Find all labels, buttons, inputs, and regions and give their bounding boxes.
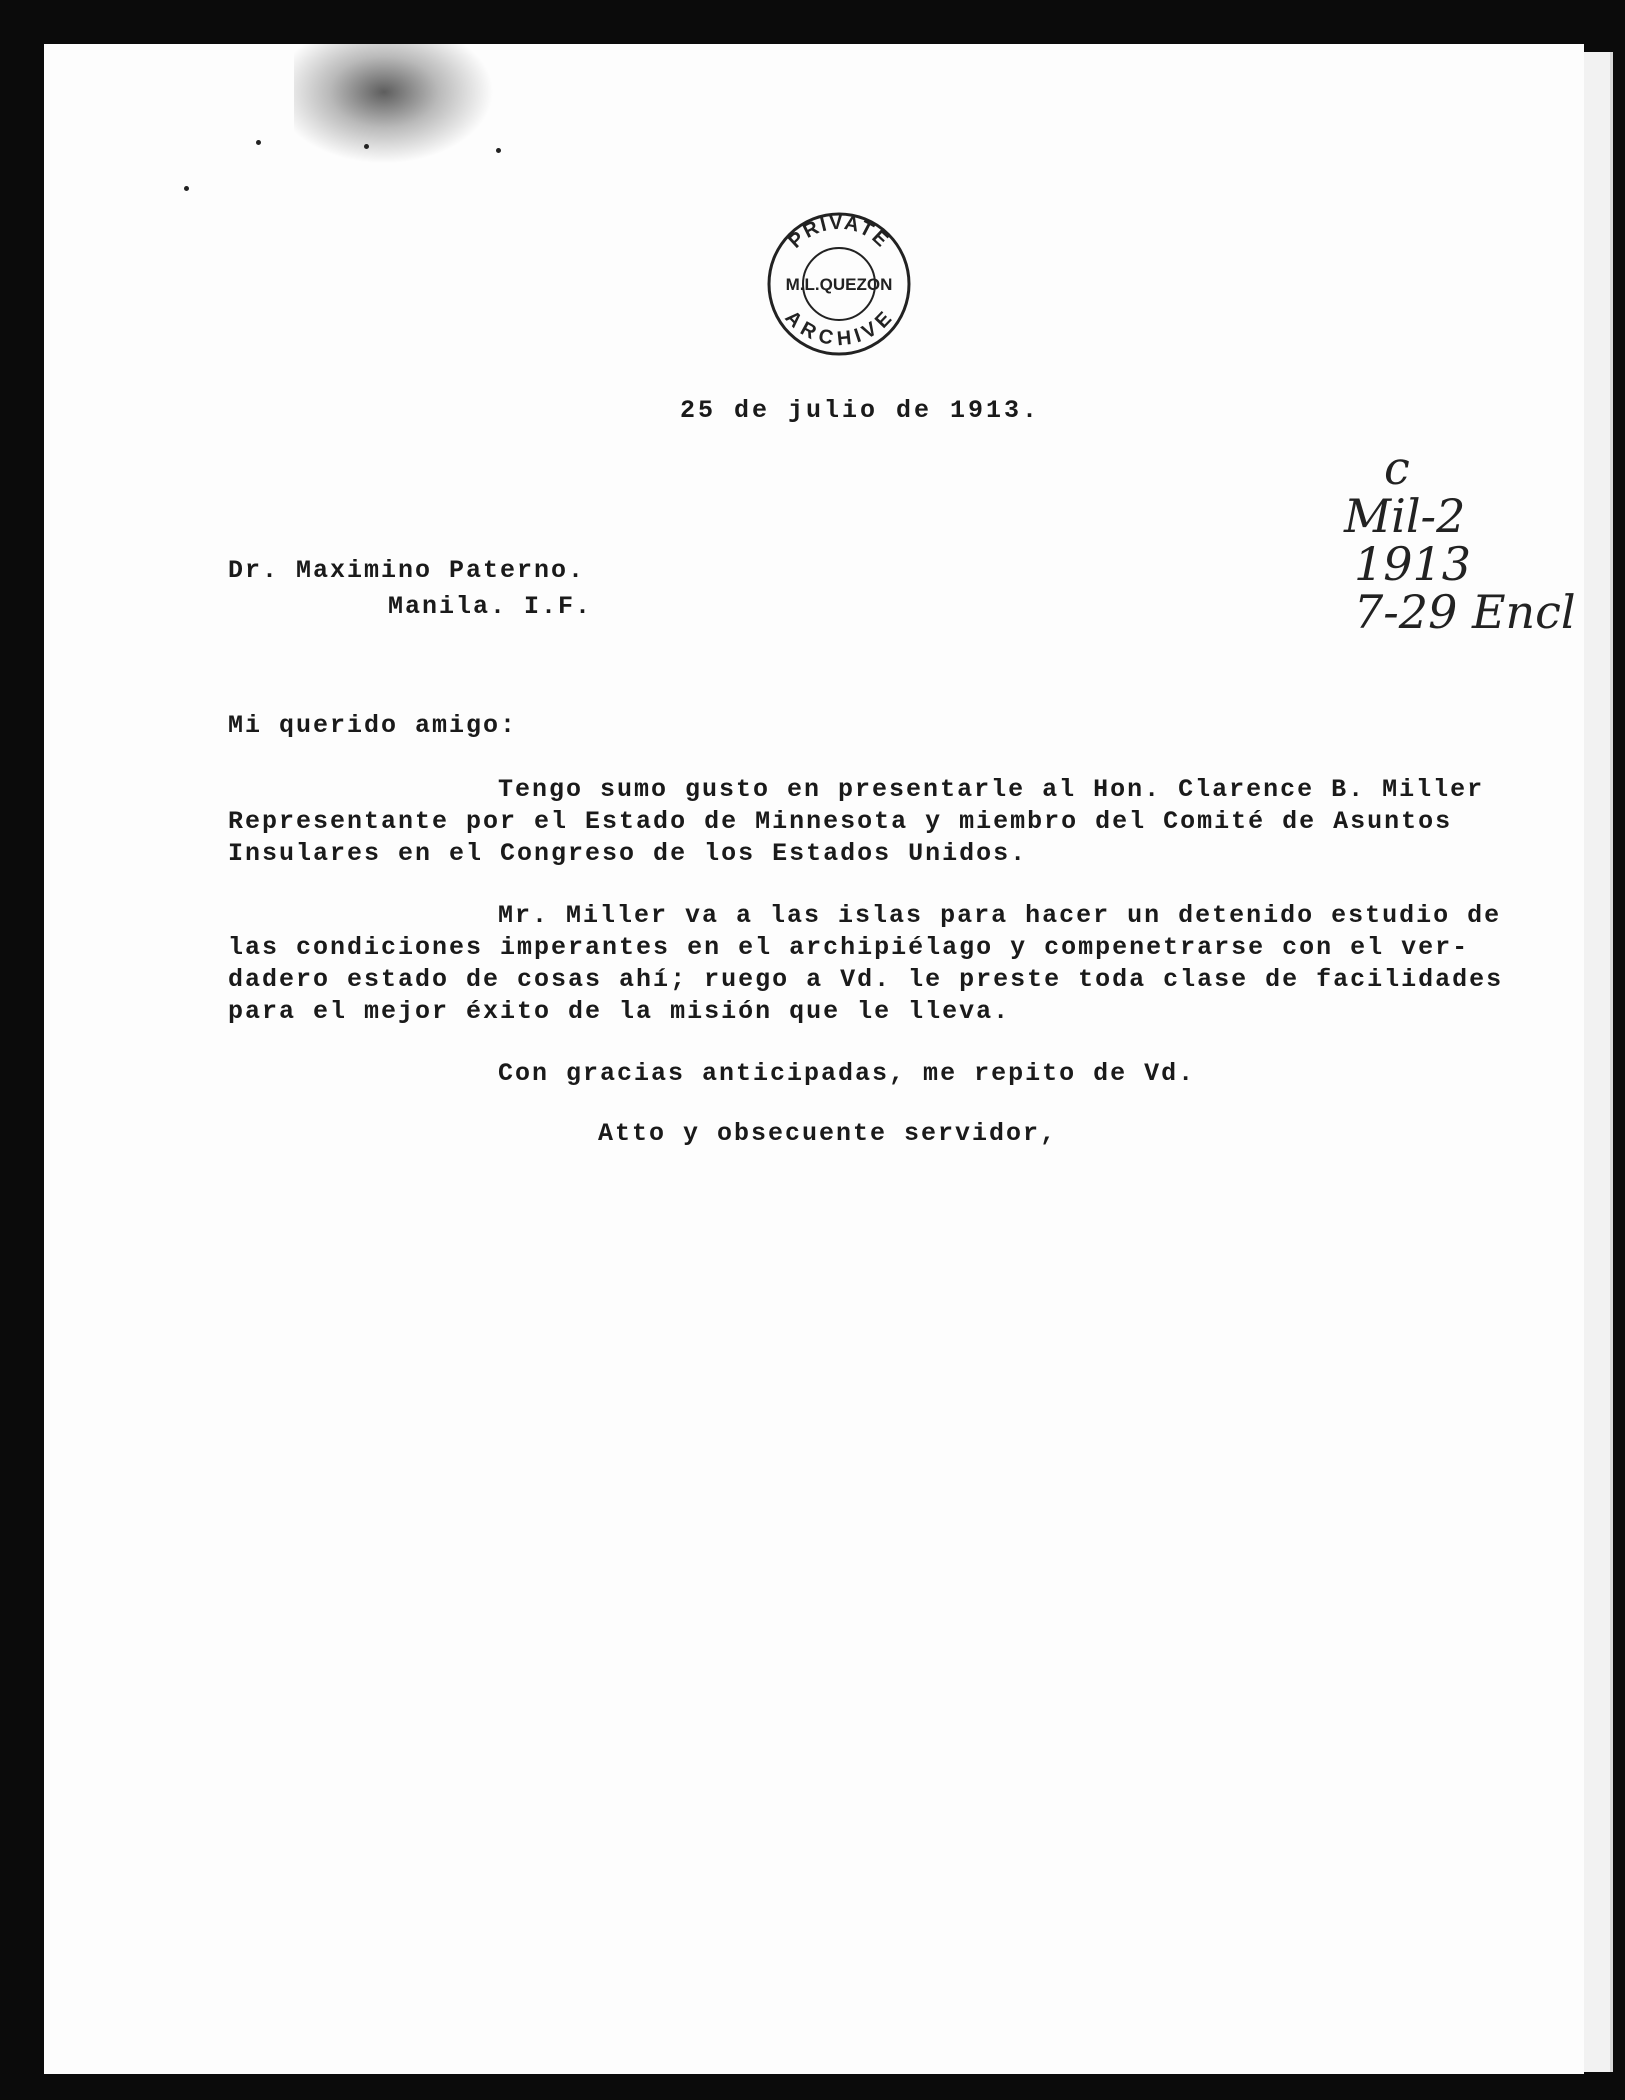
recipient-place: Manila. I.F. bbox=[388, 592, 593, 621]
paragraph-line: Insulares en el Congreso de los Estados Unidos. bbox=[228, 839, 1028, 868]
speck bbox=[184, 186, 189, 191]
note-line: 7-29 Encl bbox=[1354, 585, 1576, 639]
svg-text:PRIVATE bbox=[784, 212, 893, 253]
speck bbox=[256, 140, 261, 145]
paragraph-line: dadero estado de cosas ahí; ruego a Vd. le preste toda clase de facilidades bbox=[228, 965, 1504, 994]
ink-smudge bbox=[294, 44, 494, 164]
closing-line: Atto y obsecuente servidor, bbox=[598, 1119, 1058, 1148]
letter-page bbox=[44, 44, 1584, 2074]
paragraph-line: las condiciones imperantes en el archipiélago y compenetrarse con el ver- bbox=[228, 933, 1470, 962]
note-line: Mil-2 bbox=[1344, 489, 1466, 543]
note-line: c bbox=[1384, 441, 1410, 495]
stamp-top-text: PRIVATE bbox=[784, 211, 894, 253]
salutation: Mi querido amigo: bbox=[228, 711, 518, 740]
stamp-bottom-text: ARCHIVE bbox=[780, 306, 898, 351]
closing-line: Con gracias anticipadas, me repito de Vd. bbox=[498, 1059, 1196, 1088]
paragraph-line: Mr. Miller va a las islas para hacer un detenido estudio de bbox=[498, 901, 1502, 930]
paragraph-line: para el mejor éxito de la misión que le lleva. bbox=[228, 997, 1011, 1026]
archive-stamp bbox=[764, 209, 914, 359]
handwritten-note bbox=[1344, 441, 1584, 639]
paragraph-line: Representante por el Estado de Minnesota y miembro del Comité de Asuntos bbox=[228, 807, 1453, 836]
stamp-center-text: M.L.QUEZON bbox=[785, 275, 893, 294]
speck bbox=[496, 148, 501, 153]
speck bbox=[364, 144, 369, 149]
svg-text:ARCHIVE bbox=[781, 306, 898, 350]
paragraph-line: Tengo sumo gusto en presentarle al Hon. Clarence B. Miller bbox=[498, 775, 1485, 804]
letter-date: 25 de julio de 1913. bbox=[680, 396, 1041, 425]
recipient-name: Dr. Maximino Paterno. bbox=[228, 556, 586, 585]
note-line: 1913 bbox=[1354, 537, 1472, 591]
